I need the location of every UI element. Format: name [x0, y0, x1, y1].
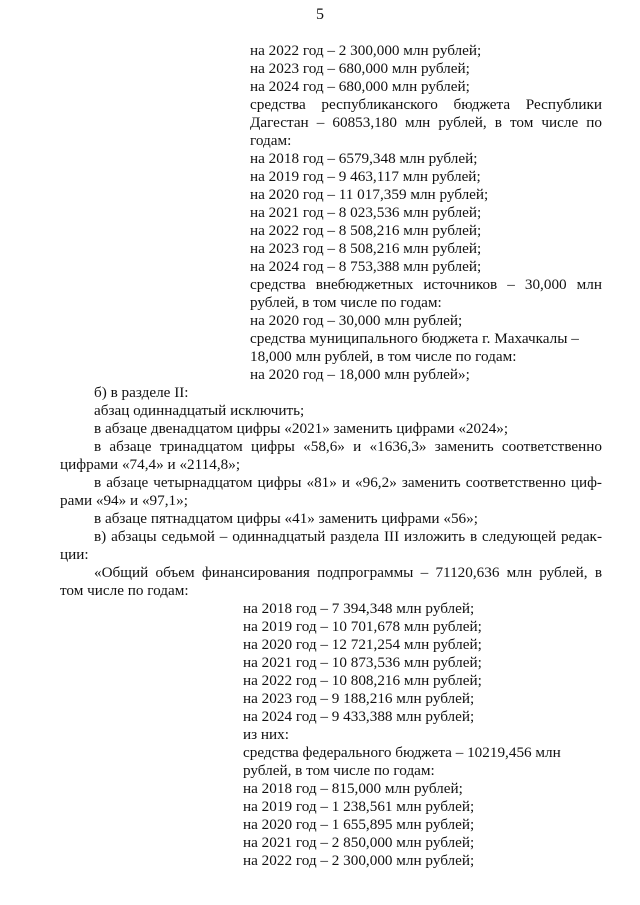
doc-line: в абзаце четырнадцатом цифры «81» и «96,2» заменить соответственно циф- — [94, 474, 602, 491]
doc-line: на 2021 год – 10 873,536 млн рублей; — [243, 654, 482, 671]
doc-line: рами «94» и «97,1»; — [60, 492, 188, 509]
doc-line: средства внебюджетных источников – 30,000 млн — [250, 276, 602, 293]
doc-line: рублей, в том числе по годам: — [243, 762, 435, 779]
doc-line: на 2019 год – 1 238,561 млн рублей; — [243, 798, 475, 815]
doc-line: на 2020 год – 11 017,359 млн рублей; — [250, 186, 489, 203]
doc-line: на 2023 год – 9 188,216 млн рублей; — [243, 690, 475, 707]
doc-line: в абзаце двенадцатом цифры «2021» заменить цифрами «2024»; — [94, 420, 509, 437]
doc-line: на 2018 год – 815,000 млн рублей; — [243, 780, 463, 797]
doc-line: на 2022 год – 2 300,000 млн рублей; — [243, 852, 475, 869]
doc-line: цифрами «74,4» и «2114,8»; — [60, 456, 241, 473]
doc-line: Дагестан – 60853,180 млн рублей, в том числе по — [250, 114, 602, 131]
doc-line: на 2020 год – 30,000 млн рублей; — [250, 312, 463, 329]
doc-line: в) абзацы седьмой – одиннадцатый раздела III изложить в следующей редак- — [94, 528, 602, 545]
doc-line: на 2023 год – 680,000 млн рублей; — [250, 60, 470, 77]
doc-line: из них: — [243, 726, 289, 743]
doc-line: средства республиканского бюджета Республики — [250, 96, 602, 113]
page-number: 5 — [316, 6, 324, 23]
doc-line: на 2021 год – 8 023,536 млн рублей; — [250, 204, 482, 221]
doc-line: на 2022 год – 8 508,216 млн рублей; — [250, 222, 482, 239]
doc-line: на 2020 год – 1 655,895 млн рублей; — [243, 816, 475, 833]
doc-line: на 2021 год – 2 850,000 млн рублей; — [243, 834, 475, 851]
doc-line: на 2024 год – 680,000 млн рублей; — [250, 78, 470, 95]
doc-line: на 2019 год – 9 463,117 млн рублей; — [250, 168, 481, 185]
doc-line: в абзаце тринадцатом цифры «58,6» и «1636,3» заменить соответственно — [94, 438, 602, 455]
doc-line: 18,000 млн рублей, в том числе по годам: — [250, 348, 517, 365]
doc-line: на 2019 год – 10 701,678 млн рублей; — [243, 618, 482, 635]
doc-line: на 2022 год – 2 300,000 млн рублей; — [250, 42, 482, 59]
doc-line: на 2024 год – 8 753,388 млн рублей; — [250, 258, 482, 275]
doc-line: на 2023 год – 8 508,216 млн рублей; — [250, 240, 482, 257]
doc-line: том числе по годам: — [60, 582, 189, 599]
doc-line: на 2022 год – 10 808,216 млн рублей; — [243, 672, 482, 689]
doc-line: на 2024 год – 9 433,388 млн рублей; — [243, 708, 475, 725]
doc-line: на 2018 год – 6579,348 млн рублей; — [250, 150, 478, 167]
doc-line: на 2020 год – 18,000 млн рублей»; — [250, 366, 470, 383]
doc-line: на 2018 год – 7 394,348 млн рублей; — [243, 600, 475, 617]
doc-line: годам: — [250, 132, 292, 149]
doc-line: в абзаце пятнадцатом цифры «41» заменить цифрами «56»; — [94, 510, 478, 527]
doc-line: средства муниципального бюджета г. Махачкалы – — [250, 330, 579, 347]
doc-line: ции: — [60, 546, 89, 563]
doc-line: рублей, в том числе по годам: — [250, 294, 442, 311]
doc-line: б) в разделе II: — [94, 384, 189, 401]
doc-line: на 2020 год – 12 721,254 млн рублей; — [243, 636, 482, 653]
doc-line: абзац одиннадцатый исключить; — [94, 402, 305, 419]
doc-line: средства федерального бюджета – 10219,456 млн — [243, 744, 561, 761]
doc-line: «Общий объем финансирования подпрограммы – 71120,636 млн рублей, в — [94, 564, 602, 581]
